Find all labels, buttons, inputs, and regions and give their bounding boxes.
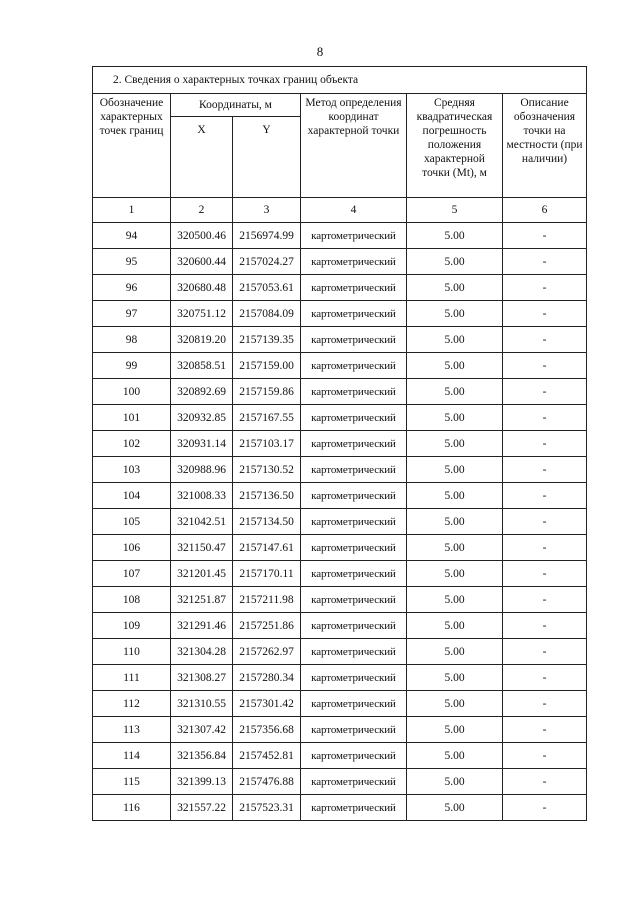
error-cell: 5.00 — [407, 379, 503, 405]
point-id-cell: 113 — [93, 717, 171, 743]
table-row — [93, 691, 587, 717]
description-cell: - — [503, 457, 587, 483]
column-number: 4 — [301, 198, 407, 223]
description-cell: - — [503, 769, 587, 795]
error-cell: 5.00 — [407, 795, 503, 821]
error-cell: 5.00 — [407, 327, 503, 353]
description-cell: - — [503, 379, 587, 405]
method-cell: картометрический — [301, 587, 407, 613]
method-cell: картометрический — [301, 639, 407, 665]
coord-x-cell: 321008.33 — [171, 483, 233, 509]
table-row — [93, 587, 587, 613]
table-row — [93, 431, 587, 457]
coord-y-cell: 2157159.00 — [233, 353, 301, 379]
coord-y-cell: 2157139.35 — [233, 327, 301, 353]
method-cell: картометрический — [301, 353, 407, 379]
method-cell: картометрический — [301, 769, 407, 795]
point-id-cell: 100 — [93, 379, 171, 405]
table-row — [93, 301, 587, 327]
coord-y-cell: 2157476.88 — [233, 769, 301, 795]
coord-x-cell: 321251.87 — [171, 587, 233, 613]
section-title: 2. Сведения о характерных точках границ объекта — [93, 67, 587, 94]
description-cell: - — [503, 795, 587, 821]
coord-y-cell: 2157136.50 — [233, 483, 301, 509]
coord-x-cell: 320892.69 — [171, 379, 233, 405]
column-number: 6 — [503, 198, 587, 223]
header-y: Y — [233, 117, 301, 198]
table-row — [93, 249, 587, 275]
description-cell: - — [503, 665, 587, 691]
table-row — [93, 743, 587, 769]
method-cell: картометрический — [301, 249, 407, 275]
coord-y-cell: 2157103.17 — [233, 431, 301, 457]
error-cell: 5.00 — [407, 509, 503, 535]
table-row — [93, 561, 587, 587]
table-row — [93, 795, 587, 821]
table-row — [93, 353, 587, 379]
table-row — [93, 769, 587, 795]
table-row — [93, 223, 587, 249]
table-row — [93, 509, 587, 535]
description-cell: - — [503, 535, 587, 561]
point-id-cell: 106 — [93, 535, 171, 561]
point-id-cell: 95 — [93, 249, 171, 275]
point-id-cell: 107 — [93, 561, 171, 587]
coord-y-cell: 2157452.81 — [233, 743, 301, 769]
coord-x-cell: 321557.22 — [171, 795, 233, 821]
coord-y-cell: 2157130.52 — [233, 457, 301, 483]
point-id-cell: 112 — [93, 691, 171, 717]
error-cell: 5.00 — [407, 717, 503, 743]
error-cell: 5.00 — [407, 769, 503, 795]
point-id-cell: 103 — [93, 457, 171, 483]
method-cell: картометрический — [301, 405, 407, 431]
point-id-cell: 98 — [93, 327, 171, 353]
error-cell: 5.00 — [407, 249, 503, 275]
description-cell: - — [503, 223, 587, 249]
method-cell: картометрический — [301, 509, 407, 535]
description-cell: - — [503, 613, 587, 639]
method-cell: картометрический — [301, 717, 407, 743]
table-body — [93, 223, 587, 821]
method-cell: картометрический — [301, 535, 407, 561]
error-cell: 5.00 — [407, 431, 503, 457]
coord-x-cell: 321399.13 — [171, 769, 233, 795]
description-cell: - — [503, 743, 587, 769]
error-cell: 5.00 — [407, 353, 503, 379]
error-cell: 5.00 — [407, 587, 503, 613]
coord-y-cell: 2157523.31 — [233, 795, 301, 821]
method-cell: картометрический — [301, 327, 407, 353]
coord-x-cell: 320751.12 — [171, 301, 233, 327]
error-cell: 5.00 — [407, 301, 503, 327]
method-cell: картометрический — [301, 457, 407, 483]
header-error: Средняя квадратическая погрешность положения характерной точки (Mt), м — [407, 94, 503, 198]
coord-x-cell: 321291.46 — [171, 613, 233, 639]
coord-x-cell: 320988.96 — [171, 457, 233, 483]
header-method: Метод определения координат характерной точки — [301, 94, 407, 198]
header-designation: Обозначение характерных точек границ — [93, 94, 171, 198]
method-cell: картометрический — [301, 691, 407, 717]
coord-y-cell: 2157170.11 — [233, 561, 301, 587]
error-cell: 5.00 — [407, 535, 503, 561]
coord-y-cell: 2156974.99 — [233, 223, 301, 249]
point-id-cell: 102 — [93, 431, 171, 457]
column-number: 3 — [233, 198, 301, 223]
coord-x-cell: 320819.20 — [171, 327, 233, 353]
coord-y-cell: 2157147.61 — [233, 535, 301, 561]
coord-x-cell: 321308.27 — [171, 665, 233, 691]
method-cell: картометрический — [301, 301, 407, 327]
coord-x-cell: 321307.42 — [171, 717, 233, 743]
description-cell: - — [503, 353, 587, 379]
method-cell: картометрический — [301, 743, 407, 769]
point-id-cell: 97 — [93, 301, 171, 327]
coord-x-cell: 320680.48 — [171, 275, 233, 301]
coord-y-cell: 2157301.42 — [233, 691, 301, 717]
table-row — [93, 717, 587, 743]
error-cell: 5.00 — [407, 743, 503, 769]
description-cell: - — [503, 587, 587, 613]
error-cell: 5.00 — [407, 665, 503, 691]
point-id-cell: 115 — [93, 769, 171, 795]
coord-y-cell: 2157356.68 — [233, 717, 301, 743]
table-row — [93, 327, 587, 353]
point-id-cell: 99 — [93, 353, 171, 379]
coord-y-cell: 2157211.98 — [233, 587, 301, 613]
description-cell: - — [503, 327, 587, 353]
method-cell: картометрический — [301, 431, 407, 457]
boundary-points-table — [92, 66, 587, 821]
coord-x-cell: 321304.28 — [171, 639, 233, 665]
coord-x-cell: 320932.85 — [171, 405, 233, 431]
coord-x-cell: 321310.55 — [171, 691, 233, 717]
description-cell: - — [503, 249, 587, 275]
column-number: 5 — [407, 198, 503, 223]
method-cell: картометрический — [301, 795, 407, 821]
point-id-cell: 104 — [93, 483, 171, 509]
table-row — [93, 457, 587, 483]
method-cell: картометрический — [301, 665, 407, 691]
point-id-cell: 109 — [93, 613, 171, 639]
coord-x-cell: 321150.47 — [171, 535, 233, 561]
coord-y-cell: 2157084.09 — [233, 301, 301, 327]
coord-y-cell: 2157262.97 — [233, 639, 301, 665]
description-cell: - — [503, 509, 587, 535]
description-cell: - — [503, 561, 587, 587]
description-cell: - — [503, 275, 587, 301]
point-id-cell: 114 — [93, 743, 171, 769]
method-cell: картометрический — [301, 483, 407, 509]
method-cell: картометрический — [301, 275, 407, 301]
coord-y-cell: 2157251.86 — [233, 613, 301, 639]
coord-x-cell: 321201.45 — [171, 561, 233, 587]
header-coordinates: Координаты, м — [171, 94, 301, 117]
coord-y-cell: 2157024.27 — [233, 249, 301, 275]
description-cell: - — [503, 431, 587, 457]
method-cell: картометрический — [301, 379, 407, 405]
coord-x-cell: 320500.46 — [171, 223, 233, 249]
error-cell: 5.00 — [407, 561, 503, 587]
point-id-cell: 96 — [93, 275, 171, 301]
table-row — [93, 405, 587, 431]
coord-y-cell: 2157053.61 — [233, 275, 301, 301]
method-cell: картометрический — [301, 223, 407, 249]
column-number: 1 — [93, 198, 171, 223]
error-cell: 5.00 — [407, 405, 503, 431]
column-number: 2 — [171, 198, 233, 223]
coord-x-cell: 321042.51 — [171, 509, 233, 535]
coord-y-cell: 2157280.34 — [233, 665, 301, 691]
table-row — [93, 613, 587, 639]
method-cell: картометрический — [301, 561, 407, 587]
error-cell: 5.00 — [407, 483, 503, 509]
header-x: X — [171, 117, 233, 198]
coord-y-cell: 2157134.50 — [233, 509, 301, 535]
point-id-cell: 108 — [93, 587, 171, 613]
description-cell: - — [503, 483, 587, 509]
point-id-cell: 101 — [93, 405, 171, 431]
coord-x-cell: 320600.44 — [171, 249, 233, 275]
point-id-cell: 105 — [93, 509, 171, 535]
error-cell: 5.00 — [407, 275, 503, 301]
error-cell: 5.00 — [407, 613, 503, 639]
table-row — [93, 639, 587, 665]
table-row — [93, 275, 587, 301]
point-id-cell: 111 — [93, 665, 171, 691]
coord-x-cell: 321356.84 — [171, 743, 233, 769]
description-cell: - — [503, 639, 587, 665]
error-cell: 5.00 — [407, 639, 503, 665]
error-cell: 5.00 — [407, 457, 503, 483]
header-description: Описание обозначения точки на местности (при наличии) — [503, 94, 587, 198]
error-cell: 5.00 — [407, 691, 503, 717]
point-id-cell: 110 — [93, 639, 171, 665]
coord-y-cell: 2157159.86 — [233, 379, 301, 405]
description-cell: - — [503, 691, 587, 717]
description-cell: - — [503, 301, 587, 327]
description-cell: - — [503, 717, 587, 743]
error-cell: 5.00 — [407, 223, 503, 249]
page-number: 8 — [316, 44, 324, 59]
table-row — [93, 483, 587, 509]
point-id-cell: 116 — [93, 795, 171, 821]
coord-x-cell: 320931.14 — [171, 431, 233, 457]
table-row — [93, 379, 587, 405]
table-row — [93, 665, 587, 691]
point-id-cell: 94 — [93, 223, 171, 249]
coord-x-cell: 320858.51 — [171, 353, 233, 379]
table-row — [93, 535, 587, 561]
description-cell: - — [503, 405, 587, 431]
coord-y-cell: 2157167.55 — [233, 405, 301, 431]
method-cell: картометрический — [301, 613, 407, 639]
